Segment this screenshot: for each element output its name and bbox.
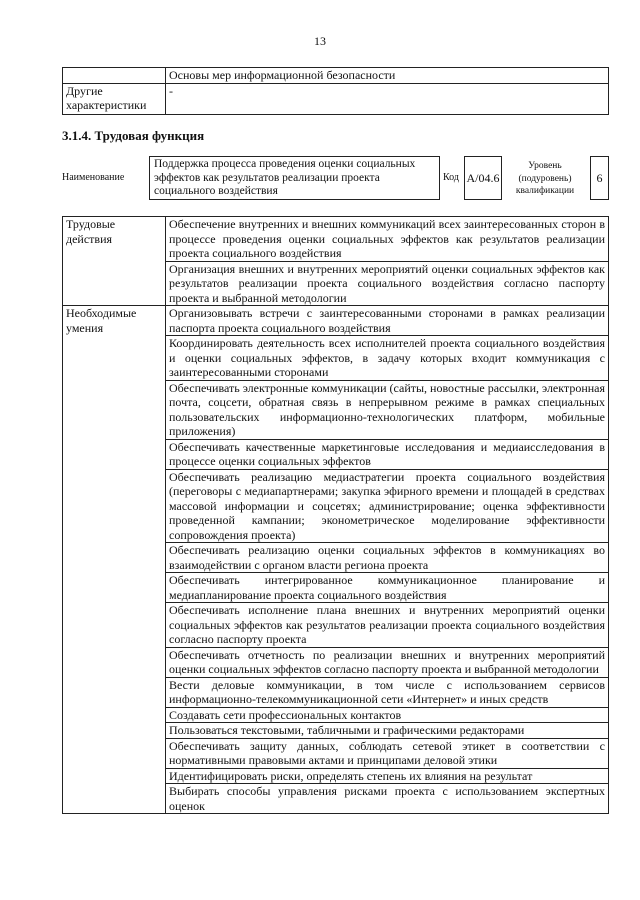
empty-label-cell xyxy=(63,68,166,84)
function-details-table xyxy=(62,216,609,814)
skill-item: Выбирать способы управления рисками проекта с использованием экспертных оценок xyxy=(166,784,609,814)
knowledge-item-cell: Основы мер информационной безопасности xyxy=(166,68,609,84)
table-row xyxy=(63,306,609,336)
skill-item: Пользоваться текстовыми, табличными и графическими редакторами xyxy=(166,723,609,739)
skill-item: Обеспечивать отчетность по реализации внешних и внутренних мероприятий оценки социальных эффектов согласно паспорту проекта и выбранной методологии xyxy=(166,647,609,677)
table-row xyxy=(63,217,609,262)
labor-action-item: Обеспечение внутренних и внешних коммуникаций всех заинтересованных сторон в процессе проведения оценки социальных эффектов как результатов реализации проекта социального воздействия xyxy=(166,217,609,262)
page-number: 13 xyxy=(314,34,326,48)
other-characteristics-label: Другие характеристики xyxy=(63,83,166,114)
level-value-box: 6 xyxy=(590,156,609,200)
skill-item: Создавать сети профессиональных контактов xyxy=(166,707,609,723)
function-header xyxy=(62,156,609,200)
skill-item: Обеспечивать реализацию оценки социальных эффектов в коммуникациях во взаимодействии с органом власти региона проекта xyxy=(166,543,609,573)
table-row xyxy=(63,83,609,114)
section-title: 3.1.4. Трудовая функция xyxy=(62,128,205,143)
skill-item: Обеспечивать реализацию медиастратегии проекта социального воздействия (переговоры с медиапартнерами; закупка эфирного времени и площадей в средствах массовой информации и соцсетях; администрирование; оценка эффективности проведенной кампании; эконометрическое моделирование эффективности сопровождения проекта) xyxy=(166,469,609,543)
skill-item: Обеспечивать исполнение плана внешних и внутренних мероприятий оценки социальных эффектов как результатов реализации проекта социального воздействия согласно паспорту проекта xyxy=(166,603,609,648)
code-value-box: А/04.6 xyxy=(464,156,502,200)
skill-item: Обеспечивать интегрированное коммуникационное планирование и медиапланирование проекта социального воздействия xyxy=(166,573,609,603)
skill-item: Координировать деятельность всех исполнителей проекта социального воздействия и оценки социальных эффектов, в задачу которых входит коммуникация с заинтересованными сторонами xyxy=(166,336,609,381)
knowledge-table-continuation xyxy=(62,67,609,115)
level-label-line: Уровень xyxy=(528,161,562,171)
table-row xyxy=(63,68,609,84)
level-label xyxy=(506,160,584,198)
skill-item: Обеспечивать электронные коммуникации (сайты, новостные рассылки, электронная почта, соцсети, обратная связь в непрерывном режиме в рамках специальных пользовательских информационно-технологических платформ, мобильные приложения) xyxy=(166,380,609,439)
other-characteristics-value: - xyxy=(166,83,609,114)
level-label-line: (подуровень) xyxy=(518,173,572,184)
name-label: Наименование xyxy=(62,172,125,183)
skill-item: Организовывать встречи с заинтересованными сторонами в рамках реализации паспорта проекта социального воздействия xyxy=(166,306,609,336)
function-name-box: Поддержка процесса проведения оценки социальных эффектов как результатов реализации проекта социального воздействия xyxy=(149,156,440,200)
required-skills-label: Необходимые умения xyxy=(63,306,166,814)
labor-action-item: Организация внешних и внутренних мероприятий оценки социальных эффектов как результатов реализации проекта социального воздействия согласно паспорту проекта и выбранной методологии xyxy=(166,261,609,306)
level-label-line: квалификации xyxy=(515,186,575,196)
code-label: Код xyxy=(443,172,459,183)
skill-item: Вести деловые коммуникации, в том числе с использованием сервисов информационно-телекоммуникационной сети «Интернет» и иных средств xyxy=(166,677,609,707)
labor-actions-label: Трудовые действия xyxy=(63,217,166,306)
skill-item: Обеспечивать качественные маркетинговые исследования и медиаисследования в процессе оценки социальных эффектов xyxy=(166,439,609,469)
skill-item: Обеспечивать защиту данных, соблюдать сетевой этикет в соответствии с нормативными правовыми актами и принципами деловой этики xyxy=(166,738,609,768)
skill-item: Идентифицировать риски, определять степень их влияния на результат xyxy=(166,768,609,784)
